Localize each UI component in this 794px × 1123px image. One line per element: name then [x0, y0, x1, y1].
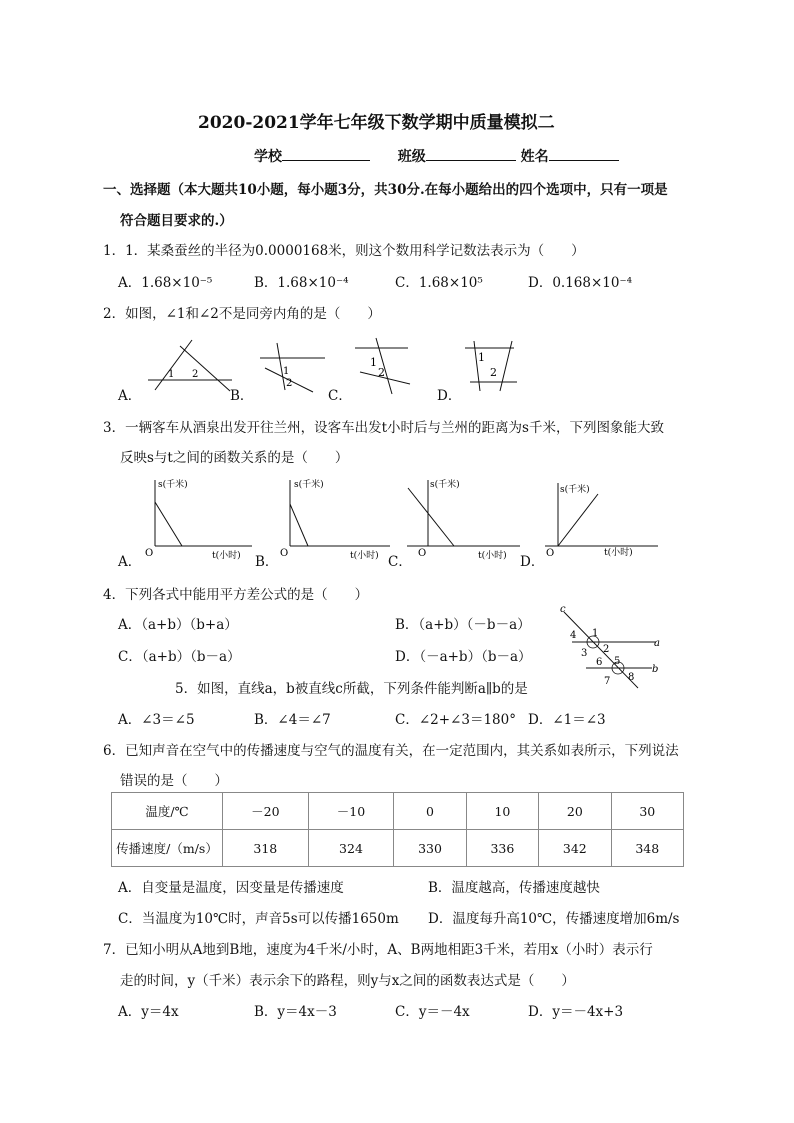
q2-figure-d — [462, 336, 522, 394]
q6-option-c: C．当温度为10℃时，声音5s可以传播1650m — [118, 911, 399, 927]
y-axis-label: s(千米) — [294, 480, 324, 490]
angle-8-label: 8 — [628, 672, 635, 683]
table-cell: 温度/℃ — [112, 793, 223, 830]
table-cell: 20 — [539, 793, 611, 830]
q4-stem: 4．下列各式中能用平方差公式的是（ ） — [103, 587, 369, 603]
line-b-label: b — [652, 664, 659, 675]
x-axis-label: t(小时) — [604, 548, 633, 558]
q2-option-d: D． — [437, 388, 462, 404]
q1-option-b: B．1.68×10⁻⁴ — [254, 275, 349, 291]
class-blank[interactable] — [426, 146, 516, 161]
q7-option-b: B．y＝4x－3 — [254, 1004, 337, 1020]
q7-line2: 走的时间，y（千米）表示余下的路程，则y与x之间的函数表达式是（ ） — [120, 973, 575, 989]
q3-option-b: B． — [255, 554, 279, 570]
q1-stem: 1．1．某桑蚕丝的半径为0.0000168米，则这个数用科学记数法表示为（ ） — [103, 243, 585, 259]
origin-label: O — [280, 548, 289, 559]
angle-2-label: 2 — [490, 366, 497, 379]
angle-1-label: 1 — [592, 628, 599, 639]
section-heading-line1: 一、选择题（本大题共10小题，每小题3分，共30分.在每小题给出的四个选项中，只有一项是 — [103, 182, 668, 198]
q2-figure-b — [255, 338, 330, 396]
y-axis-label: s(千米) — [560, 485, 590, 495]
angle-1-label: 1 — [168, 369, 175, 380]
q6-line2: 错误的是（ ） — [120, 773, 228, 789]
q4-option-a: A．（a+b）（b+a） — [118, 617, 238, 633]
table-row — [112, 793, 684, 830]
school-label: 学校 — [254, 149, 282, 165]
q2-option-c: C． — [328, 388, 352, 404]
q4-option-c: C．（a+b）（b－a） — [118, 649, 241, 665]
q2-figure-a — [140, 336, 235, 394]
origin-label: O — [418, 548, 427, 559]
name-blank[interactable] — [549, 146, 619, 161]
school-blank[interactable] — [282, 146, 370, 161]
table-cell: 330 — [394, 830, 466, 867]
table-cell: 30 — [611, 793, 683, 830]
q3-line2: 反映s与t之间的函数关系的是（ ） — [120, 450, 349, 466]
q4-option-b: B．（a+b）（－b－a） — [395, 617, 531, 633]
q7-line1: 7．已知小明从A地到B地，速度为4千米/小时，A、B两地相距3千米，若用x（小时）表示行 — [103, 942, 653, 958]
student-info — [254, 146, 619, 166]
table-cell: 342 — [539, 830, 611, 867]
q6-option-d: D．温度每升高10℃，传播速度增加6m/s — [428, 911, 680, 927]
q3-graph-d — [540, 478, 660, 562]
angle-2-label: 2 — [603, 644, 610, 655]
angle-1-label: 1 — [283, 366, 290, 377]
q6-option-a: A．自变量是温度，因变量是传播速度 — [118, 880, 344, 896]
q2-option-b: B． — [230, 388, 254, 404]
table-cell: 10 — [466, 793, 538, 830]
q6-option-b: B．温度越高，传播速度越快 — [428, 880, 600, 896]
q1-option-c: C．1.68×10⁵ — [395, 275, 483, 291]
x-axis-label: t(小时) — [212, 551, 241, 561]
q2-option-a: A． — [118, 388, 142, 404]
q3-line1: 3．一辆客车从酒泉出发开往兰州，设客车出发t小时后与兰州的距离为s千米，下列图象能大致 — [103, 420, 664, 436]
origin-label: O — [145, 548, 154, 559]
page-title: 2020-2021学年七年级下数学期中质量模拟二 — [198, 113, 555, 133]
y-axis-label: s(千米) — [430, 480, 460, 490]
table-cell: 336 — [466, 830, 538, 867]
table-cell: 传播速度/（m/s） — [112, 830, 223, 867]
angle-2-label: 2 — [286, 378, 293, 389]
q3-graph-a — [140, 474, 255, 562]
q2-stem: 2．如图，∠1和∠2不是同旁内角的是（ ） — [103, 306, 381, 322]
q3-graph-b — [278, 474, 393, 562]
origin-label: O — [546, 548, 555, 559]
table-row — [112, 830, 684, 867]
angle-2-label: 2 — [192, 369, 199, 380]
table-cell: 324 — [308, 830, 394, 867]
angle-5-label: 5 — [614, 656, 621, 667]
angle-7-label: 7 — [604, 676, 611, 687]
table-cell: 348 — [611, 830, 683, 867]
temperature-speed-table — [111, 792, 684, 867]
table-cell: 318 — [223, 830, 309, 867]
q5-stem: 5．如图，直线a，b被直线c所截，下列条件能判断a∥b的是 — [175, 681, 528, 697]
q7-option-a: A．y＝4x — [118, 1004, 179, 1020]
q3-graph-c — [402, 474, 522, 562]
q5-figure — [556, 600, 666, 692]
q5-option-c: C．∠2+∠3＝180° — [395, 712, 516, 728]
q2-figure-c — [350, 334, 418, 396]
y-axis-label: s(千米) — [158, 480, 188, 490]
class-label: 班级 — [397, 149, 426, 165]
name-label: 姓名 — [520, 149, 549, 165]
q5-option-a: A．∠3＝∠5 — [118, 712, 195, 728]
q1-option-d: D．0.168×10⁻⁴ — [528, 275, 632, 291]
angle-2-label: 2 — [378, 366, 385, 379]
table-cell: 0 — [394, 793, 466, 830]
q7-option-d: D．y＝－4x+3 — [528, 1004, 624, 1020]
table-cell: －20 — [223, 793, 309, 830]
x-axis-label: t(小时) — [478, 551, 507, 561]
q5-option-b: B．∠4＝∠7 — [254, 712, 331, 728]
table-cell: －10 — [308, 793, 394, 830]
q3-option-d: D． — [520, 554, 545, 570]
angle-1-label: 1 — [370, 356, 377, 369]
angle-1-label: 1 — [478, 351, 485, 364]
q4-option-d: D．（－a+b）（b－a） — [395, 649, 532, 665]
line-c-label: c — [560, 604, 566, 615]
angle-6-label: 6 — [596, 657, 603, 668]
angle-3-label: 3 — [581, 648, 588, 659]
q6-line1: 6．已知声音在空气中的传播速度与空气的温度有关，在一定范围内，其关系如表所示，下列说法 — [103, 743, 679, 759]
x-axis-label: t(小时) — [350, 551, 379, 561]
line-a-label: a — [654, 638, 660, 649]
q3-option-c: C． — [388, 554, 412, 570]
q7-option-c: C．y＝－4x — [395, 1004, 470, 1020]
q5-option-d: D．∠1＝∠3 — [528, 712, 606, 728]
q1-option-a: A．1.68×10⁻⁵ — [118, 275, 213, 291]
angle-4-label: 4 — [570, 630, 577, 641]
q3-option-a: A． — [118, 554, 142, 570]
section-heading-line2: 符合题目要求的.） — [120, 213, 233, 229]
